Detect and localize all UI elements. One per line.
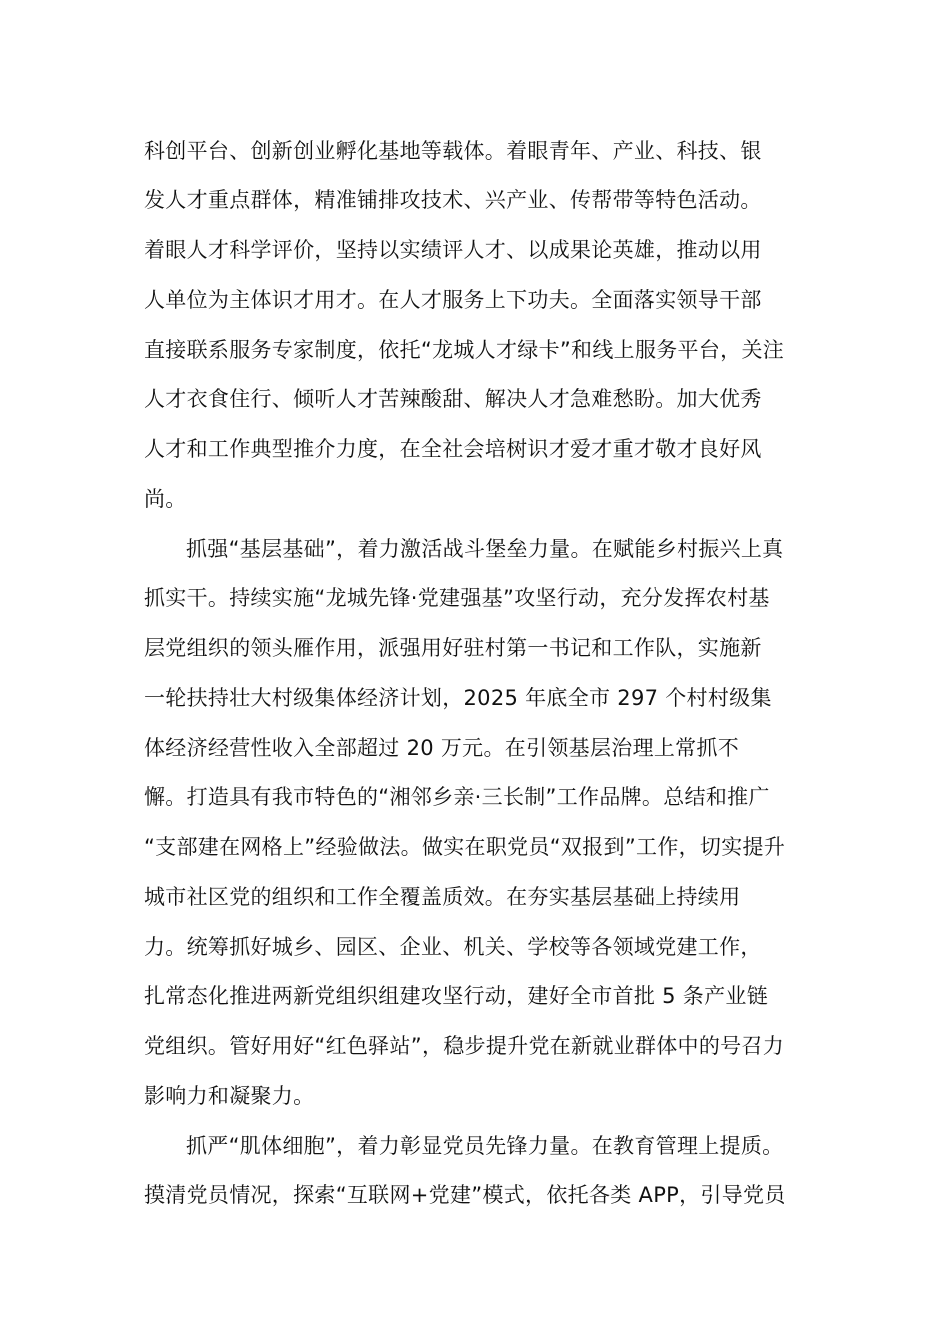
text-line: 直接联系服务专家制度，依托“龙城人才绿卡”和线上服务平台，关注 [144, 338, 785, 362]
text-line: 人才衣食住行、倾听人才苦辣酸甜、解决人才急难愁盼。加大优秀 [144, 387, 762, 411]
text-line: 发人才重点群体，精准铺排攻技术、兴产业、传帮带等特色活动。 [144, 188, 762, 212]
text-line: 影响力和凝聚力。 [144, 1084, 315, 1108]
text-line: 着眼人才科学评价，坚持以实绩评人才、以成果论英雄，推动以用 [144, 238, 762, 262]
text-line: 层党组织的领头雁作用，派强用好驻村第一书记和工作队，实施新 [144, 636, 762, 660]
text-line: 抓实干。持续实施“龙城先锋·党建强基”攻坚行动，充分发挥农村基 [144, 586, 770, 610]
text-line: 体经济经营性收入全部超过 20 万元。在引领基层治理上常抓不 [144, 736, 740, 760]
text-line: 懈。打造具有我市特色的“湘邻乡亲·三长制”工作品牌。总结和推广 [144, 785, 770, 809]
text-line: 科创平台、创新创业孵化基地等载体。着眼青年、产业、科技、银 [144, 139, 762, 163]
paragraph-first-line: 抓严“肌体细胞”，着力彰显党员先锋力量。在教育管理上提质。 [186, 1134, 784, 1158]
paragraph-first-line: 抓强“基层基础”，着力激活战斗堡垒力量。在赋能乡村振兴上真 [186, 537, 784, 561]
text-line: 人才和工作典型推介力度，在全社会培树识才爱才重才敬才良好风 [144, 437, 762, 461]
text-line: 人单位为主体识才用才。在人才服务上下功夫。全面落实领导干部 [144, 288, 762, 312]
text-line: 力。统筹抓好城乡、园区、企业、机关、学校等各领域党建工作， [144, 935, 762, 959]
text-line: 一轮扶持壮大村级集体经济计划，2025 年底全市 297 个村村级集 [144, 686, 772, 710]
text-line: 城市社区党的组织和工作全覆盖质效。在夯实基层基础上持续用 [144, 885, 741, 909]
text-line: 摸清党员情况，探索“互联网+党建”模式，依托各类 APP，引导党员 [144, 1183, 786, 1207]
text-line: 尚。 [144, 487, 187, 511]
text-line: 党组织。管好用好“红色驿站”，稳步提升党在新就业群体中的号召力 [144, 1034, 785, 1058]
text-line: “支部建在网格上”经验做法。做实在职党员“双报到”工作，切实提升 [144, 835, 786, 859]
text-line: 扎常态化推进两新党组织组建攻坚行动，建好全市首批 5 条产业链 [144, 984, 769, 1008]
